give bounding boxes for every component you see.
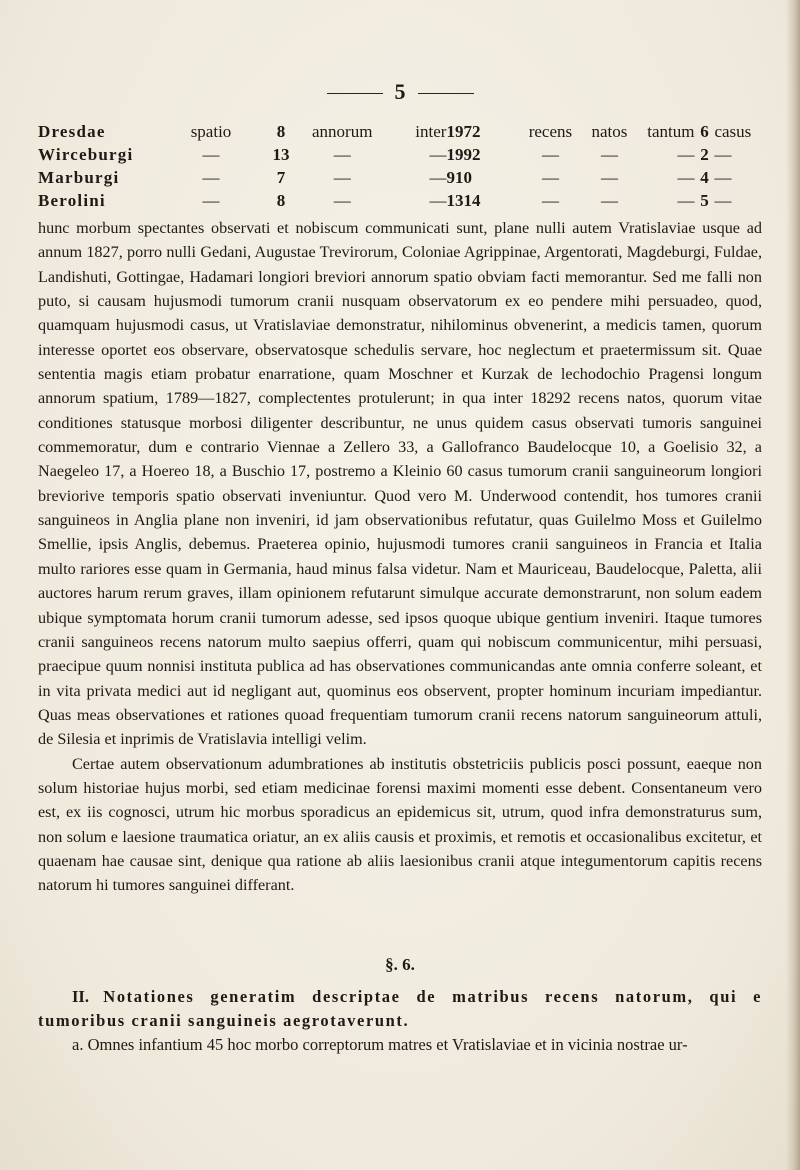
births-value: 910 <box>446 167 472 187</box>
recens-label: recens <box>528 121 573 141</box>
dash: — <box>429 167 447 187</box>
dash: — <box>714 144 732 164</box>
city-name: Marburgi <box>38 167 120 187</box>
casus-label: casus <box>714 121 752 141</box>
table-row-header <box>38 120 764 143</box>
dash: — <box>541 190 559 210</box>
inter-label: inter <box>415 121 447 141</box>
dash: — <box>541 144 559 164</box>
page-number-right-rule <box>418 93 474 94</box>
dash: — <box>677 190 695 210</box>
dash: — <box>541 167 559 187</box>
dash: — <box>333 167 351 187</box>
page-number-left-rule <box>327 93 383 94</box>
heading-title: Notationes generatim descriptae de matribus recens natorum, qui e tumoribus cranii sanguineis aegrotaverunt. <box>38 987 763 1030</box>
city-name: Wirceburgi <box>38 144 134 164</box>
dash: — <box>600 167 618 187</box>
years-value: 8 <box>276 190 286 210</box>
item-a: a. Omnes infantium 45 hoc morbo correptorum matres et Vratislaviae et in vicinia nostrae ur- <box>72 1035 688 1054</box>
section-heading <box>38 985 762 1057</box>
city-name: Dresdae <box>38 121 106 141</box>
heading-paragraph <box>38 985 762 1033</box>
page-edge-shadow <box>786 0 800 1170</box>
natos-label: natos <box>591 121 628 141</box>
dash: — <box>429 144 447 164</box>
dash: — <box>677 167 695 187</box>
dash: — <box>714 167 732 187</box>
births-value: 1314 <box>446 190 481 210</box>
table-row <box>38 189 764 212</box>
section-mark: §. 6. <box>385 955 415 974</box>
dash: — <box>600 190 618 210</box>
dash: — <box>202 190 220 210</box>
page-number <box>0 80 800 104</box>
page-number-value: 5 <box>394 79 406 104</box>
city-name: Berolini <box>38 190 106 210</box>
years-value: 8 <box>276 121 286 141</box>
dash: — <box>677 144 695 164</box>
dash: — <box>600 144 618 164</box>
dash: — <box>429 190 447 210</box>
statistics-table <box>38 120 764 212</box>
births-value: 1992 <box>446 144 481 164</box>
tantum-label: tantum <box>647 121 695 141</box>
paragraph-1: hunc morbum spectantes observati et nobiscum communicati sunt, plane nulli autem Vratislaviae usque ad annum 1827, porro nulli Gedani, Augustae Trevirorum, Coloniae Agrippinae, Argentorati, Magdeburgi, Fuldae, Landishuti, Gottingae, Hadamari longiori breviori annorum spatio obviam facti memorantur. Sed me falli non puto, si causam hujusmodi tumorum cranii nusquam observatorum ex eo pendere mihi persuadeo, quod, quamquam hujusmodi casus, ut Vratislaviae demonstratur, nihilominus obvenerint, a medicis tamen, quorum interesse oportet eos observare, observatosque schedulis servare, hoc neglectum et praetermissum sit. Quae sententia magis etiam probatur enarratione, quam Moschner et Kurzak de lechodochio Pragensi longum annorum spatium, 1789—1827, complectentes protulerunt; in qua inter 18292 recens natos, quorum vitae conditiones statusque morbosi diligenter describuntur, ne unus quidem casus observati tumoris sanguinei commemoratur, dum e contrario Viennae a Zellero 33, a Gallofranco Baudelocque 10, a Goelisio 32, a Naegeleo 17, a Hoereo 18, a Buschio 17, postremo a Kleinio 60 casus tumorum cranii sanguineorum longiori breviorive temporis spatio observati inveniuntur. Quod vero M. Underwood contendit, hos tumores cranii sanguineos in Anglia plane non inveniri, id jam observationibus refutatur, quas Guilelmo Moss et Guilelmo Smellie, ipsis Anglis, debemus. Praeterea opinio, hujusmodi tumores cranii sanguineos in Francia et Italia multo rariores esse quam in Germania, haud minus falsa videtur. Nam et Mauriceau, Baudelocque, Paletta, alii auctores harum rerum graves, illam opinionem refutarunt simulque accurate demonstrarunt, non solum eadem ubique symptomata horum cranii tumorum adesse, sed ipsos quoque ubique gentium inveniri. Itaque tumores cranii sanguineos recens natorum multo saepius offerri, quam qui nobiscum communicentur, mihi persuasi, praecipue quum nonnisi instituta publica ad has observationes communicandas ante omnia conferre soleant, et in vita privata medici aut id negligant aut, quominus eos observent, propter hominum incuriam impediantur. Quas meas observationes et rationes quoad frequentiam tumorum cranii recens natorum sanguineorum attuli, de Silesia et inprimis de Vratislavia intelligi velim. <box>38 219 762 749</box>
dash: — <box>333 144 351 164</box>
body-text <box>38 216 762 898</box>
years-value: 13 <box>272 144 290 164</box>
cases-value: 6 <box>700 121 709 141</box>
cases-value: 4 <box>700 167 709 187</box>
paragraph-2: Certae autem observationum adumbrationes ab institutis obstetriciis publicis posci possunt, eaeque non solum historiae hujus morbi, sed etiam medicinae forensi maximi momenti esse debent. Consentaneum vero est, ex iis cognosci, utrum hic morbus sporadicus an epidemicus sit, utrum, quod infra demonstraturus sum, non solum e laesione traumatica oriatur, an ex aliis causis et proximis, et remotis et occasionalibus excitetur, et quaenam hae causae sint, denique qua ratione ab aliis laesionibus cranii atque integumentorum capitis recens natorum hi tumores sanguinei differant. <box>38 754 762 895</box>
dash: — <box>202 167 220 187</box>
dash: — <box>202 144 220 164</box>
births-value: 1972 <box>446 121 481 141</box>
table-row <box>38 143 764 166</box>
heading-numeral: II. <box>72 987 89 1006</box>
dash: — <box>714 190 732 210</box>
years-value: 7 <box>276 167 286 187</box>
spatio-label: spatio <box>190 121 232 141</box>
cases-value: 5 <box>700 190 709 210</box>
table-row <box>38 166 764 189</box>
annorum-label: annorum <box>312 121 373 141</box>
dash: — <box>333 190 351 210</box>
cases-value: 2 <box>700 144 709 164</box>
